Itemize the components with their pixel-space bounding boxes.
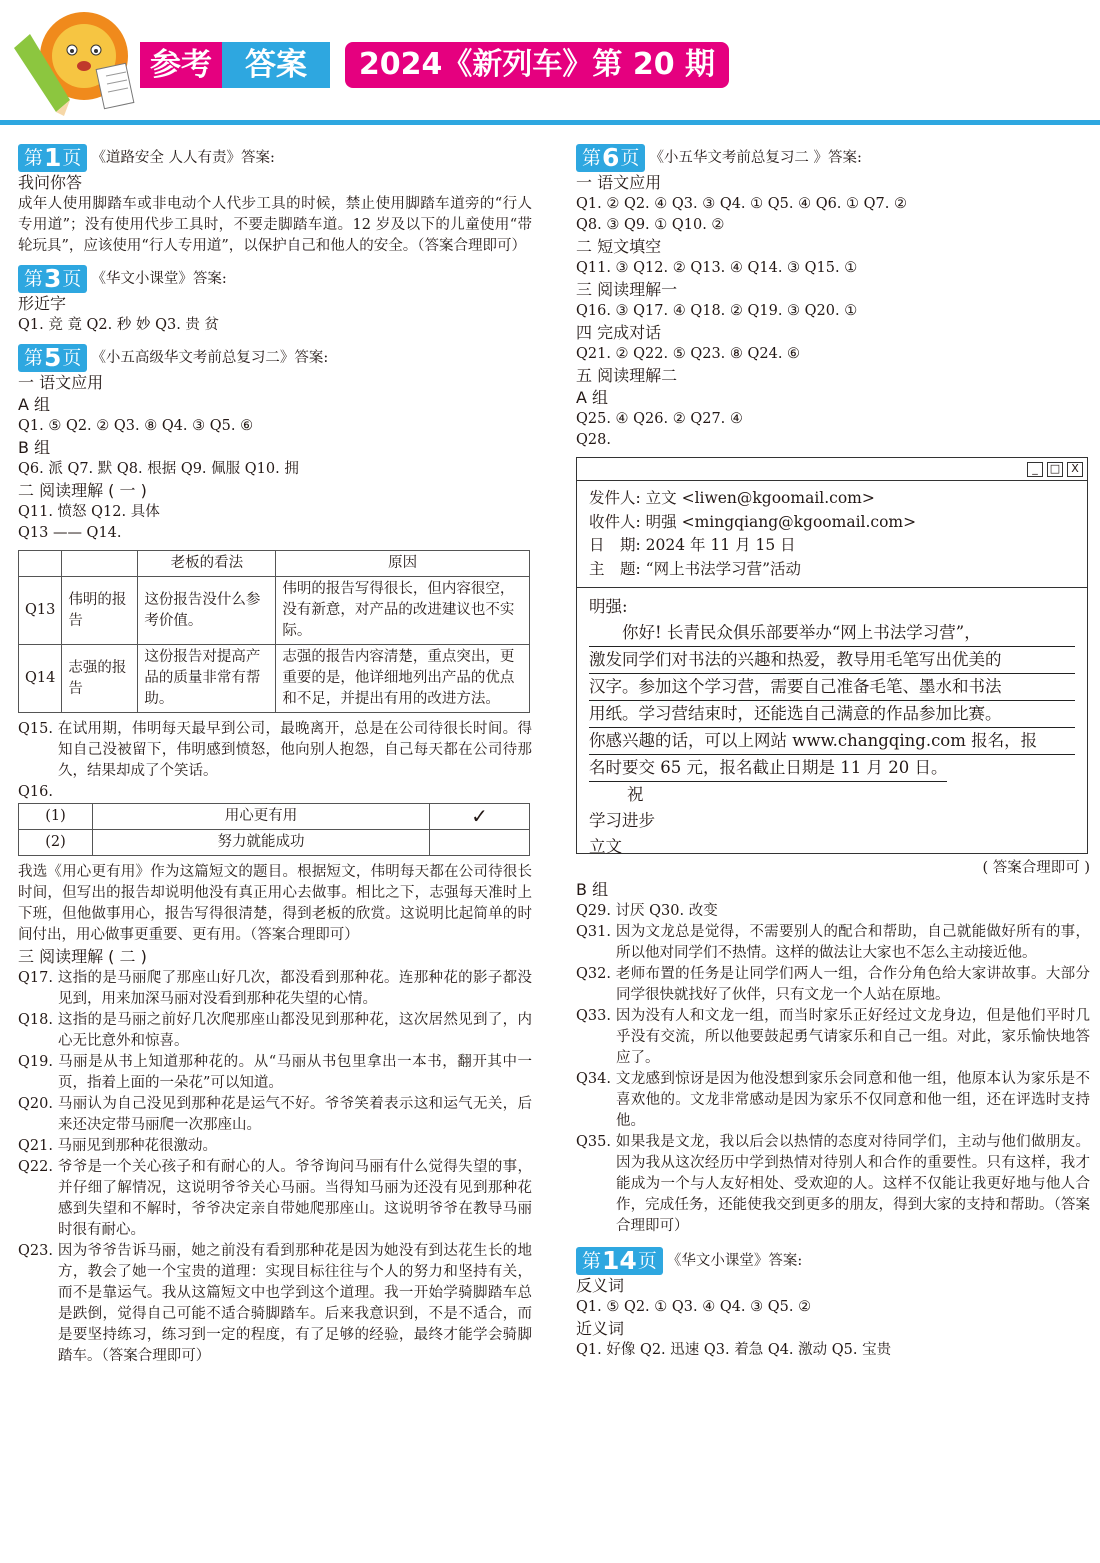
answer-line: Q6. 派 Q7. 默 Q8. 根据 Q9. 佩服 Q10. 拥 [18,461,299,477]
subheading: 二 阅读理解 ( 一 ) [18,481,147,500]
answer-q15: Q15. 在试用期，伟明每天最早到公司，最晚离开，总是在公司待很长时间。得知自己没被留下，伟明感到愤怒，他向别人抱怨，自己每天都在公司待那久，结果却成了个笑话。 [18,721,532,779]
subheading: 三 阅读理解一 [576,280,678,299]
table-row [19,830,530,856]
subheading: 形近字 [18,294,67,313]
email-subject: 主 题: “网上书法学习营”活动 [589,559,801,578]
section-title: 《华文小课堂》答案: [666,1252,803,1269]
section-title: 《小五华文考前总复习二 》答案: [649,149,862,166]
email-body-line: 你感兴趣的话，可以上网站 www.changqing.com 报名，报 [589,728,1075,755]
email-body-line: 激发同学们对书法的兴趣和热爱，教导用毛笔写出优美的 [589,647,1075,674]
email-header [577,480,1087,588]
section-title: 《小五高级华文考前总复习二》答案: [91,349,329,366]
header-issue-title: 2024《新列车》第 20 期 [345,42,729,88]
subheading: 一 语文应用 [576,173,662,192]
answer-q21: Q21. 马丽见到那种花很激动。 [18,1138,218,1154]
table-cell: 这份报告没什么参考价值。 [138,577,276,645]
answer-line: Q11. ③ Q12. ② Q13. ④ Q14. ③ Q15. ① [576,260,858,276]
email-body-line: 你好! 长青民众俱乐部要举办“网上书法学习营”， [589,620,1075,647]
table-row [19,645,530,713]
answer-q22: Q22. 爷爷是一个关心孩子和有耐心的人。爷爷询问马丽有什么觉得失望的事，并仔细了解情况，这说明爷爷关心马丽。当得知马丽为还没有见到那种花感到失望和不解时，爷爷决定亲自带她爬那座山。这说明爷爷在教导马丽时很有耐心。 [18,1159,532,1238]
group-label: B 组 [18,438,51,457]
table-cell [430,830,530,856]
answer-table-q13-q14 [18,550,530,713]
email-closing: 祝 [627,785,644,804]
table-header-row [19,551,530,577]
subheading: 五 阅读理解二 [576,366,678,385]
section-title: 《道路安全 人人有责》答案: [91,149,275,166]
section-heading-page3 [18,265,532,293]
answer-line: Q25. ④ Q26. ② Q27. ④ [576,411,743,427]
header-tag-answer: 答案 [222,42,330,88]
answer-line: Q29. 讨厌 Q30. 改变 [576,903,718,919]
table-cell: 志强的报告内容清楚，重点突出，更重要的是，他详细地列出产品的优点和不足，并提出有用的改进方法。 [276,645,530,713]
table-cell: Q13 [19,577,62,645]
email-from: 发件人: 立文 <liwen@kgoomail.com> [589,489,875,507]
group-label: A 组 [18,395,51,414]
answer-paragraph: 我选《用心更有用》作为这篇短文的题目。根据短文，伟明每天都在公司待很长时间，但写出的报告却说明他没有真正用心去做事。相比之下，志强每天准时上下班，但他做事用心，报告写得很清楚，得到老板的欣赏。这说明比起简单的时间付出，用心做事更重要、更有用。（答案合理即可） [18,864,532,943]
table-cell: Q14 [19,645,62,713]
subheading: 一 语文应用 [18,373,104,392]
check-mark-icon: ✓ [430,804,530,830]
answer-q33: Q33. 因为没有人和文龙一组，而当时家乐正好经过文龙身边，但是他们平时几乎没有交流，所以他要鼓起勇气请家乐和自己一组。对此，家乐愉快地答应了。 [576,1008,1090,1066]
subheading: 四 完成对话 [576,323,662,342]
table-row [19,804,530,830]
answer-table-q16 [18,803,530,856]
answer-line: Q16. ③ Q17. ④ Q18. ② Q19. ③ Q20. ① [576,303,858,319]
subheading: 我问你答 [18,173,83,192]
email-window [576,457,1088,854]
email-body [577,588,1087,866]
email-to: 收件人: 明强 <mingqiang@kgoomail.com> [589,512,917,531]
answer-line: Q1. 竞 竟 Q2. 秒 妙 Q3. 贵 贫 [18,317,220,333]
table-header-cell: 原因 [276,551,530,577]
subheading: 三 阅读理解 ( 二 ) [18,947,147,966]
answer-line: Q28. [576,432,611,448]
email-greeting: 明强: [589,597,628,616]
email-date: 日 期: 2024 年 11 月 15 日 [589,536,796,554]
answer-line: Q21. ② Q22. ⑤ Q23. ⑧ Q24. ⑥ [576,346,801,362]
header-divider [0,120,1100,125]
maximize-icon: □ [1047,462,1063,477]
email-body-line: 名时要交 65 元，报名截止日期是 11 月 20 日。 [589,755,947,782]
page-badge: 第 3 页 [18,265,87,293]
section-heading-page5 [18,344,532,372]
header-tag-reference: 参考 [140,42,222,88]
answer-line: Q1. ② Q2. ④ Q3. ③ Q4. ① Q5. ④ Q6. ① Q7. ② [576,196,907,212]
email-title-bar [577,458,1087,480]
table-cell: 伟明的报告 [62,577,138,645]
answer-q32: Q32. 老师布置的任务是让同学们两人一组，合作分角色给大家讲故事。大部分同学很快就找好了伙伴，只有文龙一个人站在原地。 [576,966,1090,1003]
lion-mascot-icon [8,8,140,118]
left-column [18,144,532,1367]
table-cell: 用心更有用 [93,804,430,830]
table-row [19,577,530,645]
subheading: 二 短文填空 [576,237,662,256]
section-heading-page1 [18,144,532,172]
subheading: 反义词 [576,1276,625,1295]
section-heading-page14 [576,1247,1090,1275]
page-badge: 第 1 页 [18,144,87,172]
page-badge: 第 5 页 [18,344,87,372]
page-badge: 第 14 页 [576,1247,663,1275]
group-label: A 组 [576,388,609,407]
email-body-line: 汉字。参加这个学习营，需要自己准备毛笔、墨水和书法 [589,674,1075,701]
table-cell: 志强的报告 [62,645,138,713]
answer-line: Q11. 愤怒 Q12. 具体 [18,504,160,520]
answer-q23: Q23. 因为爷爷告诉马丽，她之前没有看到那种花是因为她没有到达花生长的地方，教会了她一个宝贵的道理：实现目标往往与个人的努力和坚持有关，而不是靠运气。我从这篇短文中也学到这个道理。我一开始学骑脚踏车总是跌倒，觉得自己可能不适合骑脚踏车。后来我意识到，不是不适合，而是要坚持练习，练习到一定的程度，有了足够的经验，最终才能学会骑脚踏车。（答案合理即可） [18,1243,532,1364]
table-cell: (1) [19,804,93,830]
answer-line: Q16. [18,784,53,800]
table-header-cell [19,551,62,577]
close-icon: X [1067,462,1083,477]
section-heading-page6 [576,144,1090,172]
answer-line: Q8. ③ Q9. ① Q10. ② [576,217,725,233]
subheading: 近义词 [576,1319,625,1338]
section-title: 《华文小课堂》答案: [91,270,227,287]
answer-line: Q13 —— Q14. [18,525,122,541]
page-header [0,0,1100,125]
minimize-icon: _ [1027,462,1043,477]
email-signature: 立文 [589,837,622,856]
right-column [576,144,1090,1361]
answer-line: Q1. 好像 Q2. 迅速 Q3. 着急 Q4. 激动 Q5. 宝贵 [576,1342,892,1358]
answer-paragraph: 成年人使用脚踏车或非电动个人代步工具的时候，禁止使用脚踏车道旁的“行人专用道”；没有使用代步工具时，不要走脚踏车道。12 岁及以下的儿童使用“带轮玩具”，应该使用“行人专用道”，以保护自己和他人的安全。（答案合理即可） [18,196,532,254]
answer-q34: Q34. 文龙感到惊讶是因为他没想到家乐会同意和他一组，他原本认为家乐是不喜欢他的。文龙非常感动是因为家乐不仅同意和他一组，还在评选时支持他。 [576,1071,1090,1129]
answer-q35: Q35. 如果我是文龙，我以后会以热情的态度对待同学们，主动与他们做朋友。因为我从这次经历中学到热情对待别人和合作的重要性。只有这样，我才能成为一个与人友好相处、受欢迎的人。这样不仅能让我更好地与他人合作，完成任务，还能使我交到更多的朋友，得到大家的支持和帮助。（答案合理即可） [576,1134,1090,1234]
answer-line: Q1. ⑤ Q2. ① Q3. ④ Q4. ③ Q5. ② [576,1299,812,1315]
table-header-cell: 老板的看法 [138,551,276,577]
table-cell: 努力就能成功 [93,830,430,856]
answer-q20: Q20. 马丽认为自己没见到那种花是运气不好。爷爷笑着表示这和运气无关，后来还决定带马丽爬一次那座山。 [18,1096,532,1133]
table-cell: 这份报告对提高产品的质量非常有帮助。 [138,645,276,713]
page-badge: 第 6 页 [576,144,645,172]
table-cell: (2) [19,830,93,856]
group-label: B 组 [576,880,609,899]
answer-q19: Q19. 马丽是从书上知道那种花的。从“马丽从书包里拿出一本书，翻开其中一页，指着上面的一朵花”可以知道。 [18,1054,532,1091]
table-cell: 伟明的报告写得很长，但内容很空，没有新意，对产品的改进建议也不实际。 [276,577,530,645]
answer-q31: Q31. 因为文龙总是觉得，不需要别人的配合和帮助，自己就能做好所有的事，所以他对同学们不热情。这样的做法让大家也不怎么主动接近他。 [576,924,1090,961]
email-body-line: 用纸。学习营结束时，还能选自己满意的作品参加比赛。 [589,701,1075,728]
answer-q18: Q18. 这指的是马丽之前好几次爬那座山都没见到那种花，这次居然见到了，内心无比意外和惊喜。 [18,1012,532,1049]
email-closing-wish: 学习进步 [589,811,655,830]
answer-q17: Q17. 这指的是马丽爬了那座山好几次，都没看到那种花。连那种花的影子都没见到，用来加深马丽对没看到那种花失望的心情。 [18,970,532,1007]
answer-line: Q1. ⑤ Q2. ② Q3. ⑧ Q4. ③ Q5. ⑥ [18,418,254,434]
note: ( 答案合理即可 ) [982,860,1090,876]
table-header-cell [62,551,138,577]
